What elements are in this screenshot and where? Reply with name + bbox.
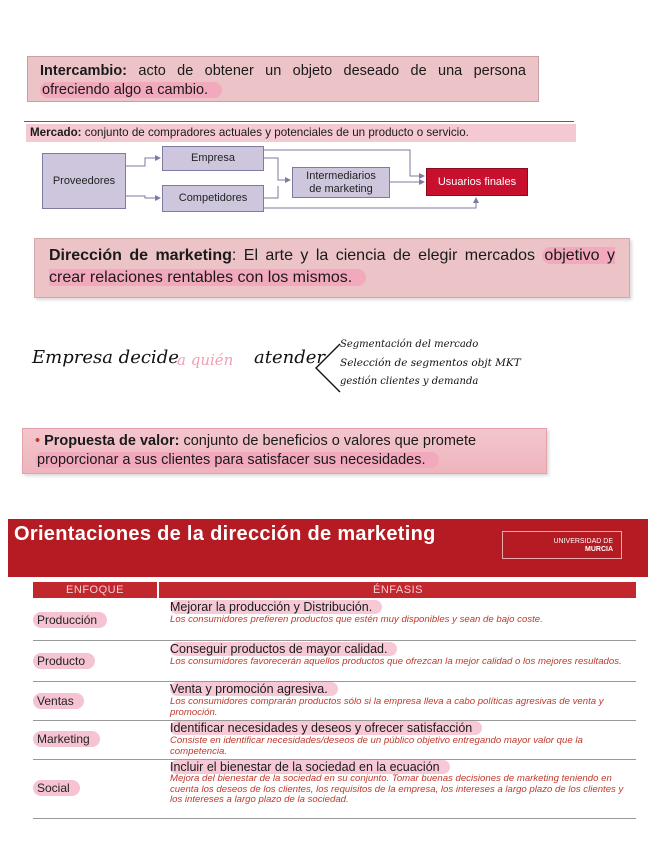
- row-label-produccion: Producción: [33, 612, 107, 628]
- row-description: Consiste en identificar necesidades/deseos de un público objetivo entregando mayor valor que la competencia.: [170, 735, 583, 757]
- row-description: Mejora del bienestar de la sociedad en su conjunto. Tomar buenas decisiones de marketing teniendo en cuenta los deseos de los clientes, los requisitos de la empresa, los intereses a largo plazo de los clientes y los intereses a largo plazo de la sociedad.: [170, 773, 624, 805]
- slide-title: Orientaciones de la dirección de marketing: [14, 523, 436, 545]
- row-label-producto: Producto: [33, 653, 95, 669]
- definition-intercambio: [27, 56, 539, 102]
- row-description: Los consumidores favorecerán aquellos productos que ofrezcan la mejor calidad o los mejores resultados.: [170, 656, 622, 667]
- flow-label: Usuarios finales: [437, 175, 517, 188]
- term-direccion: Dirección de marketing: [49, 247, 232, 264]
- row-description: Los consumidores comprarán productos sólo si la empresa lleva a cabo políticas agresivas de venta y promoción.: [170, 696, 604, 718]
- row-title-text: Conseguir productos de mayor calidad.: [170, 642, 397, 656]
- handwritten-item-gestion: gestión clientes y demanda: [340, 376, 479, 387]
- flow-label: Proveedores: [52, 174, 116, 187]
- divider-line: [24, 121, 574, 122]
- definition-text: acto de obtener un objeto deseado de una persona: [127, 63, 526, 79]
- handwritten-a-quien: a quién: [177, 351, 234, 369]
- highlighted-text: ofreciendo algo a cambio.: [40, 82, 222, 98]
- handwritten-brace: [312, 338, 342, 398]
- header-divider: [157, 582, 159, 598]
- flow-label: Competidores: [178, 192, 248, 204]
- flow-box-intermediarios: [292, 167, 390, 198]
- flow-box-usuarios-finales: [426, 168, 528, 196]
- handwritten-item-segmentacion: Segmentación del mercado: [340, 339, 479, 350]
- arrow-competidores-usuarios: [264, 198, 476, 208]
- arrow-proveedores-competidores: [126, 196, 160, 198]
- term-propuesta: Propuesta de valor:: [44, 433, 180, 449]
- definition-direccion-marketing: [34, 238, 630, 298]
- handwritten-empresa-decide: Empresa decide: [32, 347, 179, 368]
- row-label-marketing: Marketing: [33, 731, 100, 747]
- flow-box-proveedores: [42, 153, 126, 209]
- row-title-text: Mejorar la producción y Distribución.: [170, 600, 382, 614]
- row-description: Los consumidores prefieren productos que estén muy disponibles y sean de bajo coste.: [170, 614, 543, 625]
- row-divider: [33, 818, 636, 819]
- arrow-proveedores-empresa: [126, 158, 160, 166]
- row-label-ventas: Ventas: [33, 693, 84, 709]
- row-title-text: Venta y promoción agresiva.: [170, 682, 338, 696]
- row-label-social: Social: [33, 780, 80, 796]
- flow-box-competidores: [162, 185, 264, 212]
- row-title: [170, 721, 635, 736]
- row-title-text: Identificar necesidades y deseos y ofrecer satisfacción: [170, 721, 482, 735]
- row-title: [170, 682, 635, 697]
- logo-line: UNIVERSIDAD DE: [553, 538, 613, 545]
- column-header-enfoque: ENFOQUE: [66, 584, 124, 596]
- flow-box-empresa: [162, 146, 264, 171]
- flow-label: Empresa: [190, 152, 236, 164]
- definition-text: conjunto de beneficios o valores que promete: [179, 433, 477, 449]
- highlighted-text: objetivo y crear relaciones rentables con los mismos.: [49, 247, 615, 286]
- term-mercado: Mercado:: [30, 126, 82, 139]
- arrow-competidores-intermediarios: [264, 186, 278, 198]
- row-title-text: Incluir el bienestar de la sociedad en la ecuación: [170, 760, 450, 774]
- bullet: •: [35, 433, 41, 449]
- university-logo: [502, 531, 622, 559]
- logo-line: MURCIA: [585, 546, 613, 553]
- flow-label: de marketing: [309, 182, 373, 195]
- handwritten-atender: atender: [254, 347, 325, 368]
- handwritten-item-seleccion: Selección de segmentos objt MKT: [340, 357, 521, 369]
- term-intercambio: Intercambio:: [40, 63, 128, 79]
- highlighted-text: proporcionar a sus clientes para satisfacer sus necesidades.: [35, 452, 439, 468]
- definition-mercado: [26, 124, 576, 142]
- flow-label: Intermediarios: [306, 169, 376, 182]
- column-header-enfasis: ÉNFASIS: [373, 584, 423, 596]
- arrow-empresa-intermediarios: [264, 158, 290, 180]
- row-divider: [33, 640, 636, 641]
- definition-text: : El arte y la ciencia de elegir mercados: [231, 247, 543, 264]
- row-title: [170, 642, 635, 657]
- definition-propuesta-valor: [22, 428, 547, 474]
- definition-text: conjunto de compradores actuales y potenciales de un producto o servicio.: [81, 126, 469, 139]
- row-title: [170, 600, 635, 615]
